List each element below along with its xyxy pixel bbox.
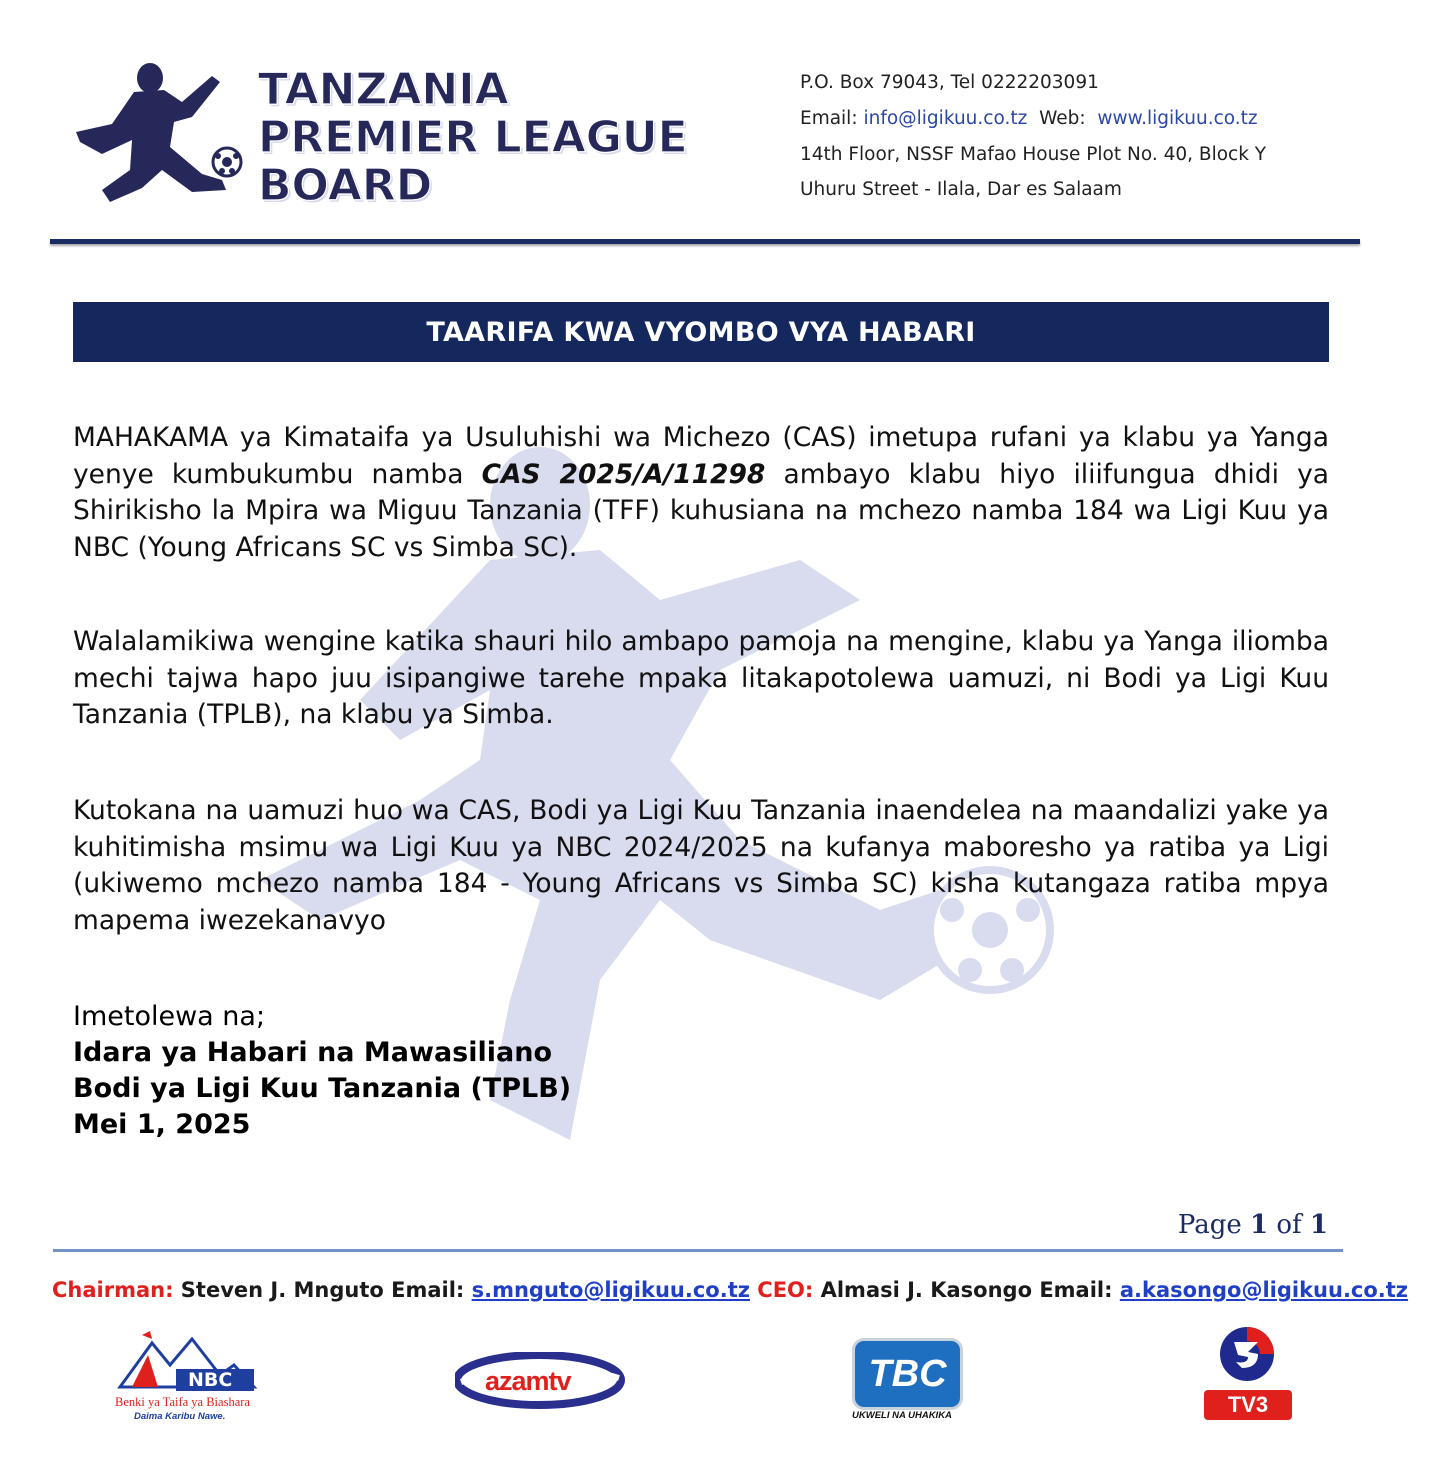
tv3-sponsor-logo: [1200, 1324, 1295, 1424]
chairman-email-link[interactable]: s.mnguto@ligikuu.co.tz: [471, 1278, 750, 1302]
page-prefix: Page: [1177, 1210, 1250, 1240]
contact-po-box: P.O. Box 79043, Tel 0222203091: [800, 72, 1099, 93]
nbc-sponsor-logo: [112, 1325, 262, 1425]
page-number: [1178, 1210, 1328, 1240]
paragraph-3: Kutokana na uamuzi huo wa CAS, Bodi ya Ligi Kuu Tanzania inaendelea na maandalizi yake ya kuhitimisha msimu wa Ligi Kuu ya NBC 2024/2025 na kufanya maboresho ya ratiba ya Ligi (ukiwemo mchezo namba 184 - Young Africans vs Simba SC) kisha kutangaza ratiba mpya mapema iwezekanavyo: [73, 795, 1329, 936]
ceo-name: Almasi J. Kasongo Email:: [813, 1278, 1120, 1302]
email-label: Email:: [800, 108, 864, 129]
contact-address-line-1: 14th Floor, NSSF Mafao House Plot No. 40, Block Y: [800, 144, 1267, 165]
azamtv-sponsor-logo: [455, 1352, 625, 1412]
issued-by-label: Imetolewa na;: [73, 1001, 266, 1032]
contact-email-web-line: [800, 110, 1258, 129]
org-name-line-2: PREMIER LEAGUE: [258, 112, 688, 163]
page-of: of: [1268, 1210, 1310, 1240]
p1-text-after: ambayo klabu hiyo iliifungua dhidi ya Shirikisho la Mpira wa Miguu Tanzania (TFF) kuhusiana na mchezo namba 184 wa Ligi Kuu ya NBC (Young Africans SC vs Simba SC).: [73, 458, 1329, 563]
contact-web-link[interactable]: www.ligikuu.co.tz: [1097, 108, 1258, 129]
signature-date: Mei 1, 2025: [73, 1109, 251, 1140]
org-name-line-3: BOARD: [258, 160, 433, 211]
page-current: 1: [1250, 1210, 1269, 1240]
footer-divider: [53, 1249, 1343, 1252]
ceo-email-link[interactable]: a.kasongo@ligikuu.co.tz: [1119, 1278, 1409, 1302]
tbc-badge: [852, 1338, 963, 1410]
p1-text-before: MAHAKAMA ya Kimataifa ya Usuluhishi wa Michezo (CAS) imetupa rufani ya klabu ya Yanga yenye kumbukumbu namba: [73, 422, 1329, 490]
contact-address-line-2: Uhuru Street - Ilala, Dar es Salaam: [800, 179, 1122, 200]
page-total: 1: [1309, 1210, 1328, 1240]
chairman-label: Chairman:: [52, 1278, 174, 1302]
contact-email-link[interactable]: info@ligikuu.co.tz: [863, 108, 1028, 129]
page-title: TAARIFA KWA VYOMBO VYA HABARI: [426, 316, 976, 348]
tplb-logo-icon: [72, 62, 252, 207]
chairman-name: Steven J. Mnguto Email:: [173, 1278, 472, 1302]
tbc-tagline: UKWELI NA UHAKIKA: [852, 1410, 952, 1421]
tv3-badge: [1204, 1390, 1292, 1420]
ceo-label: CEO:: [749, 1278, 814, 1302]
paragraph-2: Walalamikiwa wengine katika shauri hilo ambapo pamoja na mengine, klabu ya Yanga iliomba mechi tajwa hapo juu isipangiwe tarehe mpaka litakapotolewa uamuzi, ni Bodi ya Ligi Kuu Tanzania (TPLB), na klabu ya Simba.: [73, 626, 1329, 730]
paragraph-1: [73, 420, 1329, 566]
header-divider: [50, 239, 1360, 244]
signature-org: Bodi ya Ligi Kuu Tanzania (TPLB): [73, 1073, 572, 1104]
footer-contacts: [52, 1278, 1408, 1302]
org-name-line-1: TANZANIA: [258, 64, 509, 115]
nbc-tagline-2: Daima Karibu Nawe.: [134, 1411, 226, 1422]
nbc-emblem-icon: [112, 1325, 262, 1395]
tv3-emblem-icon: [1214, 1324, 1280, 1384]
tbc-sponsor-logo: [848, 1334, 963, 1424]
title-banner: [73, 302, 1329, 362]
signature-department: Idara ya Habari na Mawasiliano: [73, 1037, 552, 1068]
tbc-name: TBC: [868, 1352, 947, 1395]
nbc-tagline-1: Benki ya Taifa ya Biashara: [115, 1395, 250, 1409]
tv3-name: TV3: [1227, 1392, 1269, 1417]
case-number: CAS 2025/A/11298: [481, 458, 766, 490]
azamtv-name: azamtv: [485, 1366, 571, 1396]
nbc-name: NBC: [188, 1369, 233, 1391]
logo-ball-icon: [213, 148, 241, 176]
web-label: Web:: [1027, 108, 1098, 129]
